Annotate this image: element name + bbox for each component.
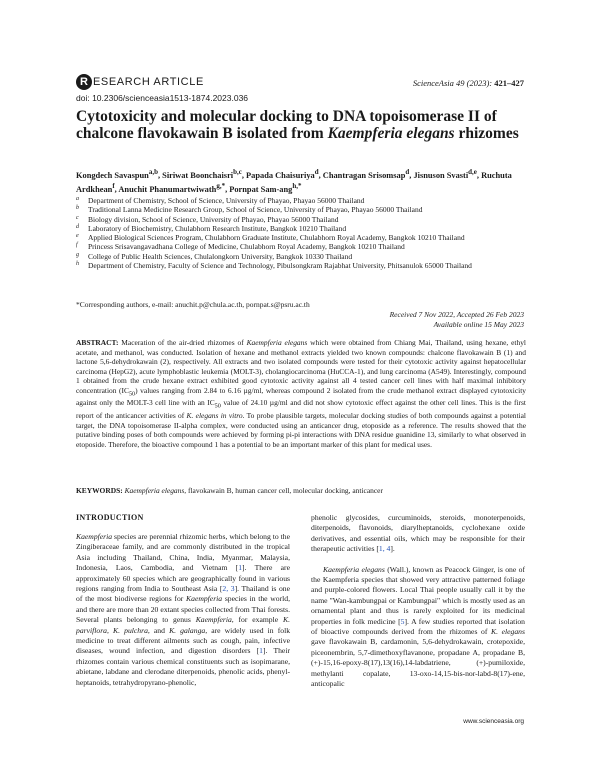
journal-citation: ScienceAsia 49 (2023): 421–427 bbox=[412, 78, 524, 88]
affiliation-item bbox=[76, 252, 526, 261]
section-heading-introduction: INTRODUCTION bbox=[76, 513, 144, 522]
doi[interactable]: doi: 10.2306/scienceasia1513-1874.2023.036 bbox=[76, 93, 249, 103]
affiliation-marker: e bbox=[76, 233, 79, 240]
affiliation-marker: a bbox=[76, 196, 79, 202]
affiliation-text: College of Public Health Sciences, Chulalongkorn University, Bangkok 10330 Thailand bbox=[88, 251, 353, 261]
article-type-label: ESEARCH ARTICLE bbox=[93, 76, 204, 88]
abstract: ABSTRACT: Maceration of the air-dried rhizomes of Kaempferia elegans which were obtained from Chiang Mai, Thailand, using hexane, ethyl acetate, and methanol, was conducted. Isolation of hexane and methanol extracts yielded two known compounds: chalcone flavokawain B (1) and lactone 5,6-dehydrokawain (2), respectively. All extracts and two isolated compounds were tested for their cytotoxic activity against hepatocellular carcinoma (HepG2), acute lymphoblastic leukemia (MOLT-3), cholangiocarcinoma (HuCCA-1), and lung carcinoma (A549). Interestingly, compound 1 obtained from the crude hexane extract exhibited good cytotoxic activity against all 4 tested cancer cell lines with half maximal inhibitory concentration $(IC_{50})$ values ranging from 2.84 to 6.16 µg/ml, whereas compound 2 isolated from the crude methanol extract displayed cytotoxicity against only the MOLT-3 cell line with an $IC_{50}$ value of 24.10 µg/ml and did not show cytotoxic effect against the other cell lines. This is the first report of the anticancer activities of K. elegans in vitro. To probe plausible targets, molecular docking studies of both compounds against a potential target, the DNA topoisomerase II-alpha complex, were conducted using an anticancer drug, etoposide as a reference. The results showed that the putative binding poses of both compounds were achieved by forming pi-pi interactions with DNA residue guanidine 13, similarly to what observed in etoposide. Therefore, the bioactive compound 1 has a potential to be an important marker of this plant for medical uses. bbox=[76, 338, 526, 449]
affiliation-text: Applied Biological Sciences Program, Chulabhorn Graduate Institute, Chulabhorn Royal Academy, Bangkok 10210 Thailand bbox=[88, 233, 465, 243]
affiliation-item bbox=[76, 224, 526, 233]
author-list: Kongdech Savaspun$^{a,b}$, Siriwat Boonchaisri$^{b,c}$, Papada Chaisuriya$^d$, Chantragan Srisomsap$^d$, Jisnuson Svasti$^{d,e}$, Ruchuta Ardkhean$^f$, Anuchit Phanumartwiwath$^{g,*}$, Pornpat Sam-ang$^{h,*}$ bbox=[76, 168, 512, 194]
citation-link[interactable]: 1, 4 bbox=[378, 544, 391, 554]
keywords: KEYWORDS: Kaempferia elegans, flavokawain B, human cancer cell, molecular docking, anticancer bbox=[76, 486, 383, 495]
intro-right-column: phenolic glycosides, curcuminoids, steroids, monoterpenoids, diterpenoids, flavonoids, diarylheptanoids, cyclohexane oxide derivatives, and essential oils, which may be responsible for their therapeutic activities [1, 4]. Kaempferia elegans (Wall.), known as Peacock Ginger, is one of the Kaempferia species that showed very attractive patterned foliage and purple-colored flowers. Local Thai people usually call it by the name "Wan-kambungpai or Kambungpai" which is mostly used as an ornamental plant and thus is rarely exploited for its medicinal properties in folk medicine [5]. A few studies reported that isolation of bioactive compounds derived from the rhizomes of K. elegans gave flavokawain B, cardamonin, 5,6-dehydrokawain, crotepoxide, piceonembrin, 5,7-dimethoxyflavanone, propadane A, propadane B, (+)-15,16-epoxy-8(17),13(16),14-labdatriene, (+)-pumiloxide, methylanti copalate, 13-oxo-14,15-bis-nor-labd-8(17)-ene, anticopalic bbox=[311, 513, 526, 689]
affiliation-text: Department of Chemistry, School of Science, University of Phayao, Phayao 56000 Thailand bbox=[88, 196, 365, 205]
available-online: Available online 15 May 2023 bbox=[433, 320, 524, 329]
affiliation-text: Biology division, School of Science, University of Phayao, Phayao 56000 Thailand bbox=[88, 214, 339, 224]
affiliation-item bbox=[76, 205, 526, 214]
citation-link[interactable]: 5 bbox=[400, 616, 405, 626]
affiliation-item bbox=[76, 196, 526, 205]
corresponding-email[interactable]: *Corresponding authors, e-mail: anuchit.p@chula.ac.th, pornpat.s@psru.ac.th bbox=[76, 300, 310, 309]
affiliation-item bbox=[76, 233, 526, 242]
affiliation-text: Department of Chemistry, Faculty of Science and Technology, Pibulsongkram Rajabhat University, Phitsanulok 65000 Thailand bbox=[88, 261, 472, 271]
article-dates bbox=[390, 310, 524, 330]
article-title: Cytotoxicity and molecular docking to DNA topoisomerase II of chalcone flavokawain B isolated from Kaempferia elegans rhizomes bbox=[76, 108, 519, 142]
affiliation-item bbox=[76, 215, 526, 224]
affiliation-item bbox=[76, 261, 526, 270]
affiliation-list bbox=[76, 196, 526, 270]
affiliation-marker: b bbox=[76, 205, 79, 212]
affiliation-item bbox=[76, 242, 526, 251]
affiliation-text: Traditional Lanna Medicine Research Group, School of Science, University of Phayao, Phayao 56000 Thailand bbox=[88, 205, 423, 215]
affiliation-marker: d bbox=[76, 223, 79, 230]
affiliation-text: Laboratory of Biochemistry, Chulabhorn Research Institute, Bangkok 10210 Thailand bbox=[88, 223, 347, 233]
received-accepted: Received 7 Nov 2022, Accepted 26 Feb 2023 bbox=[389, 310, 524, 319]
intro-left-column: Kaempferia species are perennial rhizomic herbs, which belong to the Zingiberaceae family, and are commonly distributed in the tropical Asia including Thailand, China, India, Myanmar, Malaysia, Indonesia, Laos, Cambodia, and Vietnam [1]. There are approximately 60 species which are geographically found in various regions ranging from India to Southeast Asia [2, 3]. Thailand is one of the most biodiverse regions for Kaempferia species in the world, and there are more than 20 extant species collected from Thai forests. Several plants belonging to genus Kaempferia, for example K. parviflora, K. pulchra, and K. galanga, are widely used in folk medicine to treat different ailments such as cough, pain, infective diseases, wound infection, and digestion disorders [1]. Their rhizomes contain various chemical constituents such as isopimarane, abietane, labdane and clerodane diterpenoids, phenolic acids, phenyl-heptanoids, tetrahydropyrano-phenolic, bbox=[76, 532, 291, 687]
affiliation-text: Princess Srisavangavadhana College of Medicine, Chulabhorn Royal Academy, Bangkok 10210 Thailand bbox=[88, 242, 405, 252]
citation-link[interactable]: 1 bbox=[238, 563, 243, 573]
citation-link[interactable]: 1 bbox=[259, 646, 263, 656]
page-range: 421–427 bbox=[494, 78, 524, 88]
affiliation-marker: c bbox=[76, 214, 79, 221]
footer-url[interactable]: www.scienceasia.org bbox=[463, 718, 524, 725]
journal-logo-icon: R bbox=[76, 74, 92, 90]
affiliation-marker: g bbox=[76, 251, 79, 258]
affiliation-marker: f bbox=[76, 242, 78, 249]
citation-link[interactable]: 2, 3 bbox=[222, 584, 235, 594]
affiliation-marker: h bbox=[76, 261, 79, 268]
